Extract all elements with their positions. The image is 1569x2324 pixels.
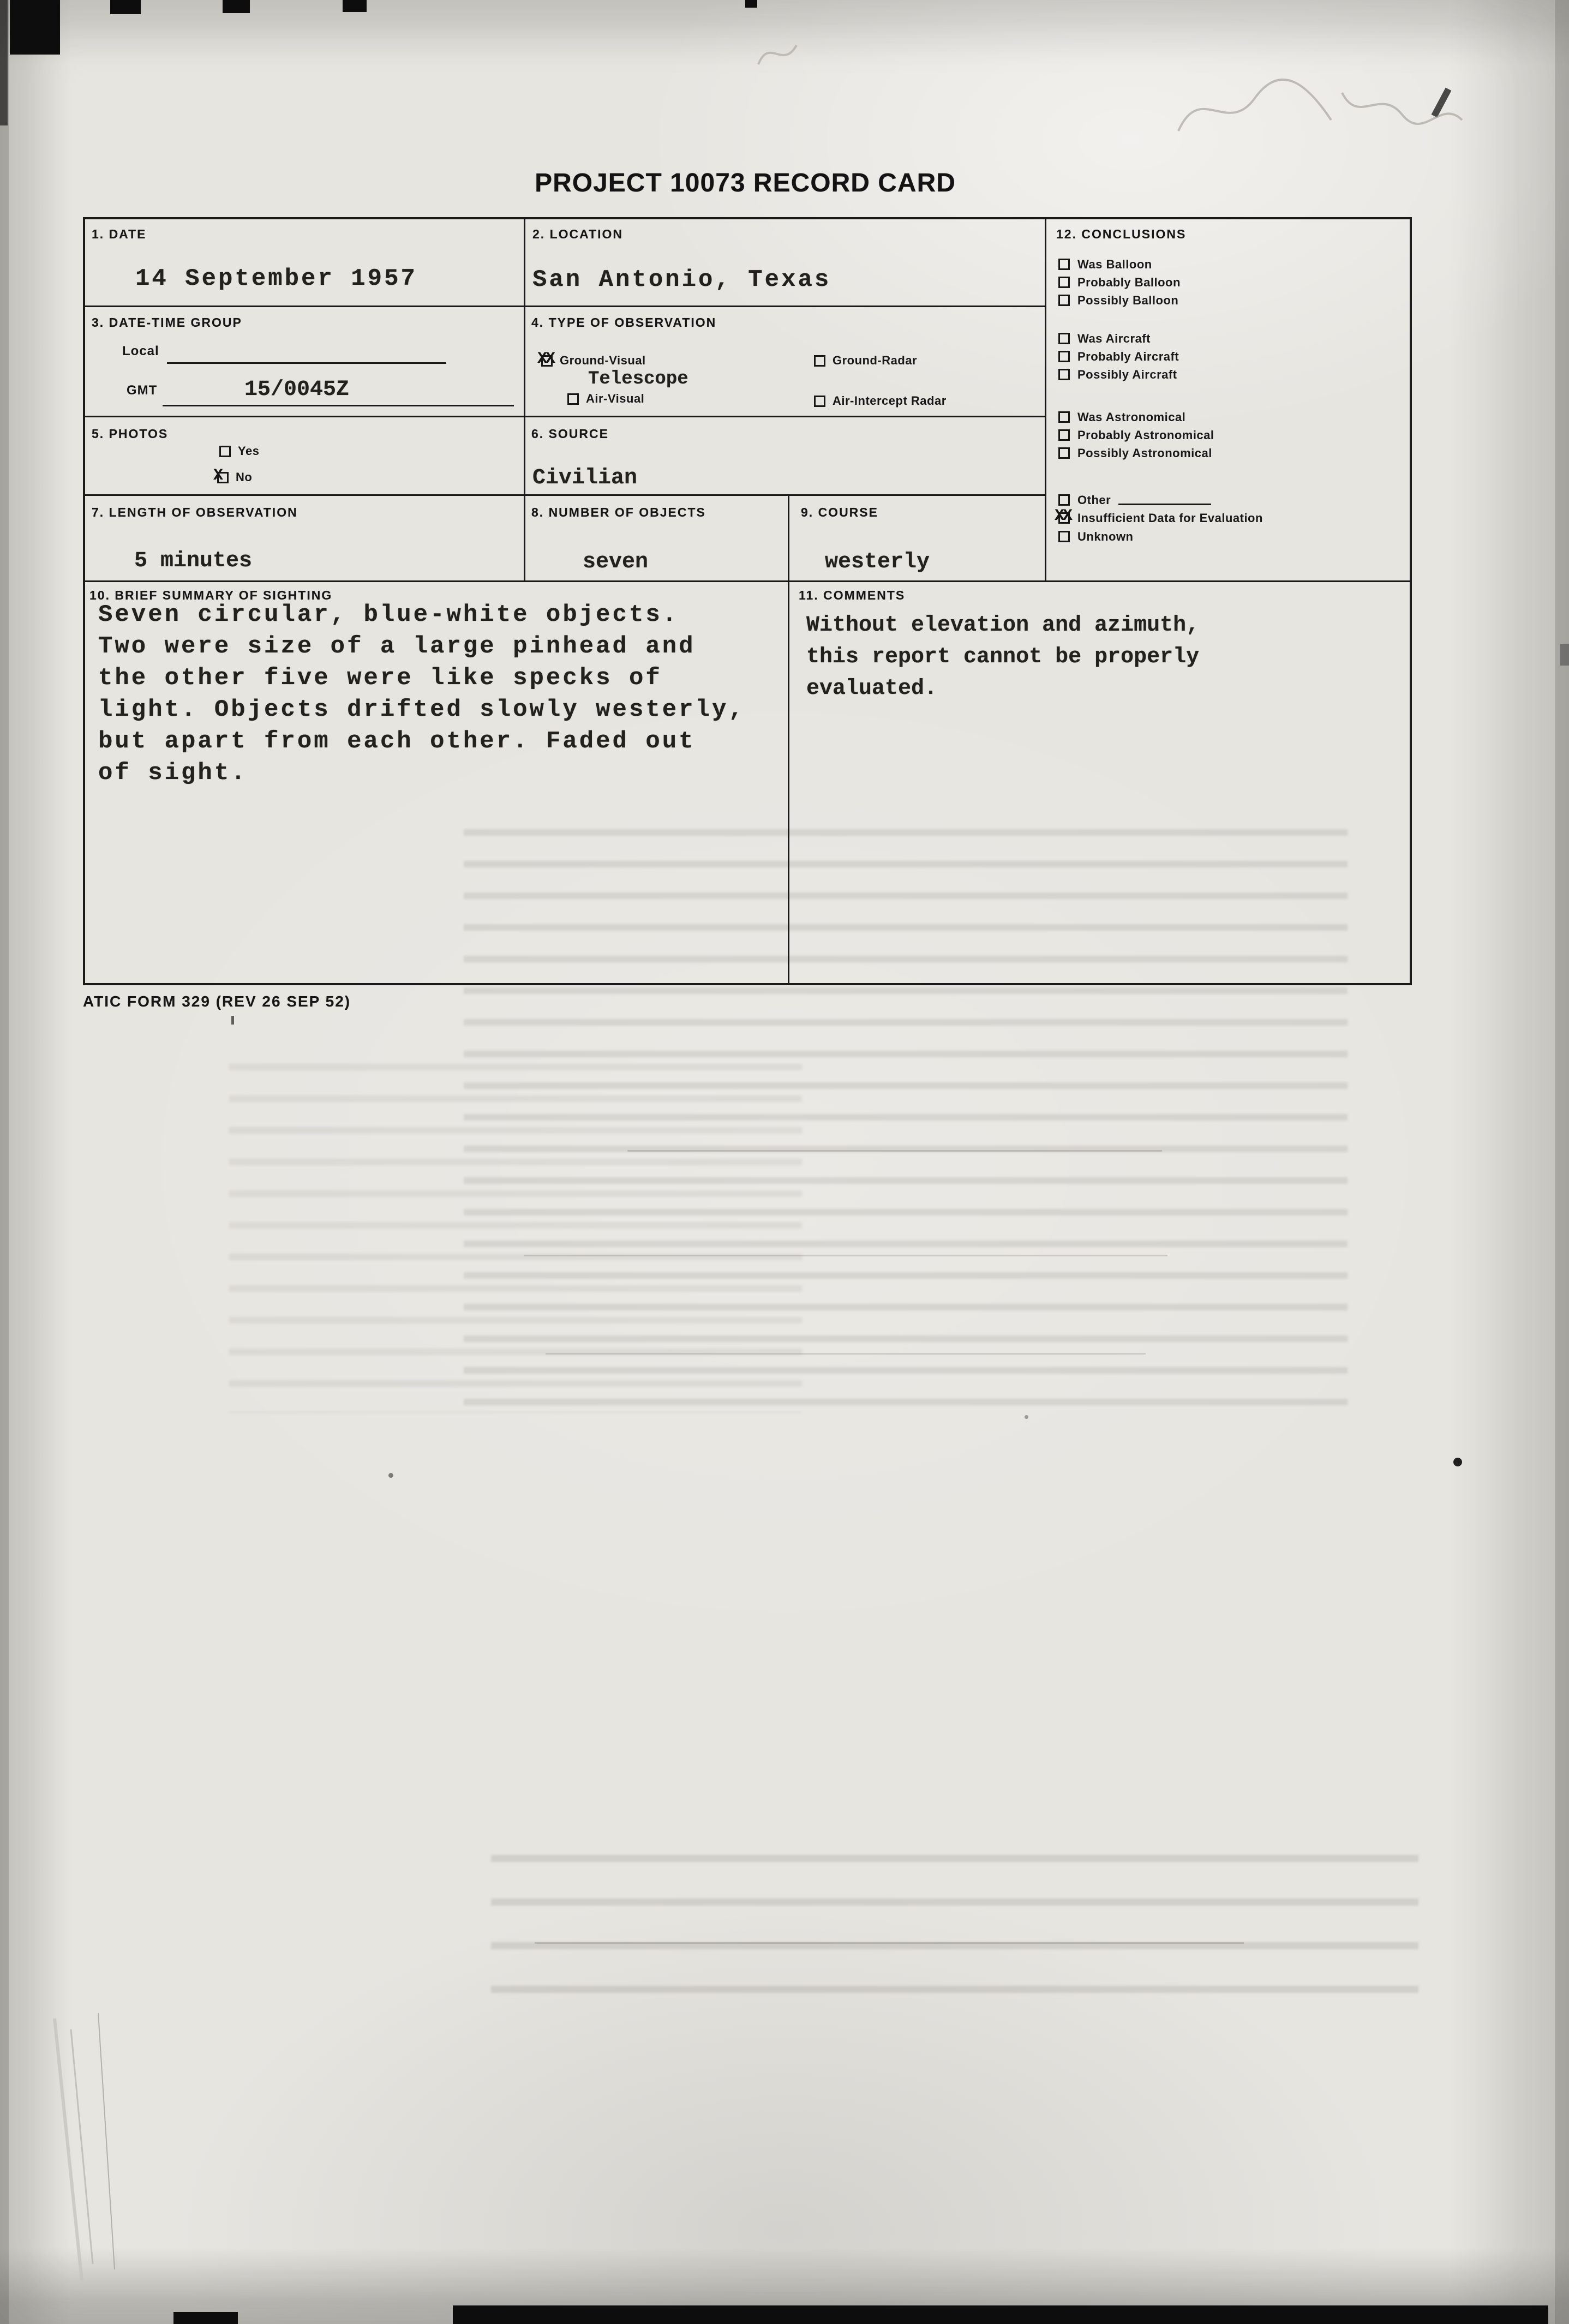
source-value: Civilian [532, 466, 638, 490]
location-label: 2. LOCATION [532, 227, 623, 241]
film-mark [343, 0, 367, 12]
bleed-through-underline [524, 1255, 1167, 1256]
conclusion-checkbox [1058, 494, 1070, 506]
course-label: 9. COURSE [801, 505, 878, 519]
film-mark [110, 0, 141, 14]
conclusion-option-label: Unknown [1077, 529, 1134, 543]
conclusion-option-label: Possibly Balloon [1077, 293, 1179, 307]
ink-speck [1453, 1458, 1462, 1466]
grid-line [1045, 219, 1046, 580]
gmt-label: GMT [127, 383, 158, 398]
bleed-through-text [491, 1855, 1418, 1997]
conclusion-option-insufficient-data [1055, 507, 1263, 527]
edge-nick [1560, 644, 1569, 666]
bleed-through-underline [535, 1942, 1244, 1944]
ground-radar-option [814, 354, 917, 368]
conclusion-option [1058, 408, 1185, 426]
conclusion-option [1058, 426, 1214, 444]
scratch-marks [33, 2008, 164, 2291]
page-title: PROJECT 10073 RECORD CARD [535, 169, 956, 197]
source-label: 6. SOURCE [531, 427, 609, 441]
conclusion-checkbox [1055, 507, 1071, 525]
film-mark [453, 2305, 1548, 2324]
conclusion-option [1058, 366, 1177, 384]
comments-line: this report cannot be properly [806, 645, 1200, 669]
conclusion-checkbox [1058, 429, 1070, 441]
conclusion-checkbox [1058, 411, 1070, 423]
conclusion-option [1058, 330, 1151, 348]
ground-visual-checkbox [537, 349, 554, 368]
conclusion-checkbox [1058, 447, 1070, 459]
conclusion-option-label: Possibly Aircraft [1077, 367, 1177, 381]
air-visual-checkbox [567, 393, 579, 405]
air-intercept-radar-label: Air-Intercept Radar [833, 394, 947, 408]
photos-no-checkbox [213, 466, 229, 485]
grid-line [524, 219, 525, 580]
conclusion-option [1058, 528, 1134, 546]
conclusion-option-label: Probably Balloon [1077, 275, 1181, 289]
summary-line: of sight. [98, 759, 248, 787]
summary-line: the other five were like specks of [98, 664, 662, 692]
bleed-through-underline [627, 1150, 1162, 1152]
grid-line [85, 494, 1045, 496]
conclusion-checkbox [1058, 259, 1070, 270]
date-time-group-label: 3. DATE-TIME GROUP [92, 315, 242, 330]
x-mark: XX [1055, 507, 1071, 525]
ink-speck [231, 1016, 234, 1025]
gmt-blank-line [163, 405, 514, 406]
photos-yes-checkbox [219, 446, 231, 457]
ground-visual-option [537, 349, 646, 368]
other-blank-line [1118, 495, 1211, 505]
grid-line [85, 306, 1045, 307]
number-of-objects-label: 8. NUMBER OF OBJECTS [531, 505, 706, 519]
date-value: 14 September 1957 [135, 265, 417, 292]
air-visual-label: Air-Visual [586, 392, 645, 405]
air-intercept-radar-checkbox [814, 396, 825, 407]
conclusion-option-label: Was Astronomical [1077, 410, 1186, 424]
conclusion-checkbox [1058, 369, 1070, 380]
conclusion-checkbox [1058, 351, 1070, 362]
conclusion-option-label: Other [1077, 493, 1111, 507]
type-of-observation-label: 4. TYPE OF OBSERVATION [531, 315, 717, 330]
local-blank-line [167, 362, 446, 364]
ground-radar-label: Ground-Radar [833, 354, 918, 367]
summary-line: Seven circular, blue-white objects. [98, 601, 679, 628]
local-label: Local [122, 344, 159, 358]
conclusions-label: 12. CONCLUSIONS [1056, 227, 1187, 241]
grid-line [788, 494, 789, 983]
handwritten-mark [753, 32, 818, 81]
conclusion-option [1058, 348, 1179, 366]
film-mark [10, 0, 60, 55]
film-mark [745, 0, 757, 8]
grid-line [85, 416, 1045, 417]
conclusion-option [1058, 255, 1152, 273]
ground-radar-checkbox [814, 355, 825, 367]
location-value: San Antonio, Texas [532, 266, 831, 294]
comments-label: 11. COMMENTS [799, 588, 906, 602]
form-number: ATIC FORM 329 (REV 26 SEP 52) [83, 993, 351, 1010]
conclusion-option-label: Possibly Astronomical [1077, 446, 1212, 460]
photos-yes-option [219, 444, 259, 458]
air-intercept-radar-option [814, 394, 947, 408]
date-label: 1. DATE [92, 227, 147, 241]
telescope-annotation: Telescope [588, 369, 688, 390]
course-value: westerly [825, 550, 930, 574]
handwritten-mark [1167, 49, 1473, 169]
conclusion-option-label: Was Aircraft [1077, 331, 1151, 345]
film-mark [223, 0, 250, 13]
photos-no-label: No [236, 470, 253, 484]
conclusion-option-other [1058, 491, 1211, 509]
comments-line: Without elevation and azimuth, [806, 613, 1200, 638]
conclusion-option [1058, 291, 1178, 309]
photos-yes-label: Yes [238, 444, 260, 458]
summary-line: but apart from each other. Faded out [98, 728, 696, 755]
conclusion-checkbox [1058, 277, 1070, 288]
film-mark [0, 0, 8, 125]
length-of-observation-value: 5 minutes [134, 549, 253, 573]
grid-line [85, 580, 1410, 582]
conclusion-option [1058, 444, 1212, 462]
summary-line: Two were size of a large pinhead and [98, 633, 696, 660]
gmt-value: 15/0045Z [244, 378, 350, 402]
length-of-observation-label: 7. LENGTH OF OBSERVATION [92, 505, 298, 519]
x-mark: XX [537, 349, 554, 368]
comments-line: evaluated. [806, 676, 938, 701]
conclusion-option [1058, 273, 1181, 291]
conclusion-option-label: Was Balloon [1077, 257, 1152, 271]
ink-speck [388, 1473, 393, 1478]
bleed-through-underline [546, 1353, 1146, 1355]
conclusion-option-label: Probably Aircraft [1077, 349, 1179, 363]
photos-no-option [213, 466, 253, 485]
conclusion-checkbox [1058, 333, 1070, 344]
summary-label: 10. BRIEF SUMMARY OF SIGHTING [89, 588, 333, 602]
ground-visual-label: Ground-Visual [560, 354, 646, 367]
summary-line: light. Objects drifted slowly westerly, [98, 696, 745, 723]
film-mark [173, 2312, 238, 2324]
number-of-objects-value: seven [583, 550, 649, 574]
bleed-through-text [229, 1064, 802, 1413]
conclusion-checkbox [1058, 295, 1070, 306]
x-mark: X [213, 466, 222, 485]
air-visual-option [567, 392, 644, 406]
conclusion-option-label: Insufficient Data for Evaluation [1077, 511, 1263, 525]
ink-speck [1025, 1415, 1028, 1419]
record-card [83, 217, 1412, 985]
conclusion-option-label: Probably Astronomical [1077, 428, 1214, 442]
photos-label: 5. PHOTOS [92, 427, 169, 441]
conclusion-checkbox [1058, 531, 1070, 542]
